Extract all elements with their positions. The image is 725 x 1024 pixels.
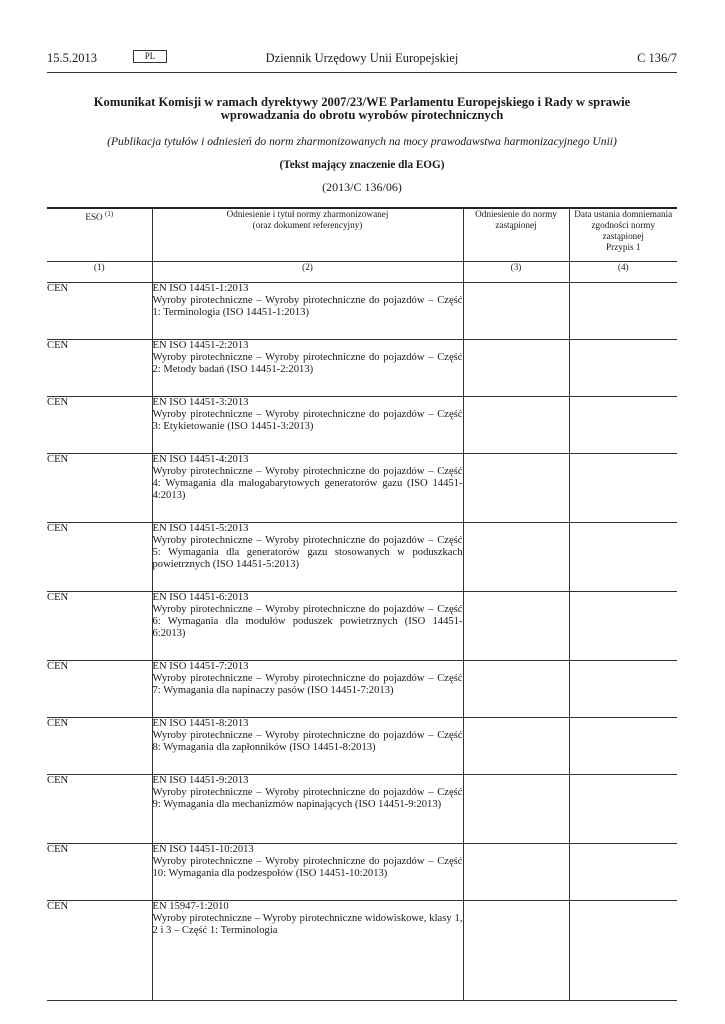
row-eso: CEN	[47, 523, 152, 592]
journal-title: Dziennik Urzędowy Unii Europejskiej	[265, 51, 459, 65]
row-cessation-date	[569, 901, 677, 1001]
row-eso: CEN	[47, 901, 152, 1001]
standard-code: EN ISO 14451-4:2013	[152, 454, 249, 465]
row-eso: CEN	[47, 775, 152, 844]
header-standard-line-2: (oraz dokument referencyjny)	[252, 220, 363, 230]
row-cessation-date	[569, 661, 677, 718]
header-eso-footnote: (1)	[104, 210, 114, 218]
column-number-4: (4)	[569, 262, 677, 283]
column-number-3: (3)	[463, 262, 569, 283]
standard-title: Wyroby pirotechniczne – Wyroby pirotechniczne do pojazdów – Część 3: Etykietowanie (ISO 14451-3:2013)	[152, 409, 463, 432]
standard-title: Wyroby pirotechniczne – Wyroby pirotechniczne do pojazdów – Część 4: Wymagania dla małogabarytowych generatorów gazu (ISO 14451-4:2013)	[152, 466, 463, 501]
header-superseded-line-2: zastąpionej	[495, 220, 537, 230]
row-eso: CEN	[47, 661, 152, 718]
standard-code: EN ISO 14451-8:2013	[152, 718, 249, 729]
column-number-1: (1)	[47, 262, 152, 283]
standard-code: EN 15947-1:2010	[152, 901, 229, 912]
row-eso: CEN	[47, 718, 152, 775]
standard-code: EN ISO 14451-9:2013	[152, 775, 249, 786]
standard-code: EN ISO 14451-2:2013	[152, 340, 249, 351]
notice-reference: (2013/C 136/06)	[322, 180, 402, 194]
header-cessation-line-1: Data ustania domniemania	[574, 209, 673, 219]
standard-code: EN ISO 14451-6:2013	[152, 592, 249, 603]
row-superseded	[463, 661, 569, 718]
table-row	[47, 718, 677, 775]
page-header	[47, 48, 677, 73]
row-cessation-date	[569, 523, 677, 592]
row-superseded	[463, 397, 569, 454]
row-superseded	[463, 592, 569, 661]
standard-code: EN ISO 14451-1:2013	[152, 283, 249, 294]
notice-title	[47, 96, 677, 122]
notice-subtitle: (Publikacja tytułów i odniesień do norm zharmonizowanych na mocy prawodawstwa harmonizacyjnego Unii)	[107, 135, 617, 148]
standard-title: Wyroby pirotechniczne – Wyroby pirotechniczne do pojazdów – Część 2: Metody badań (ISO 14451-2:2013)	[152, 352, 463, 375]
row-superseded	[463, 901, 569, 1001]
row-standard	[152, 901, 463, 1001]
standard-title: Wyroby pirotechniczne – Wyroby pirotechniczne do pojazdów – Część 9: Wymagania dla mechanizmów napinających (ISO 14451-9:2013)	[152, 787, 463, 810]
header-cessation-line-3: zastąpionej	[602, 231, 644, 241]
row-superseded	[463, 844, 569, 901]
row-cessation-date	[569, 397, 677, 454]
eea-relevance: (Tekst mający znaczenie dla EOG)	[279, 159, 445, 171]
row-cessation-date	[569, 775, 677, 844]
table-row	[47, 523, 677, 592]
column-number-row	[47, 262, 677, 283]
row-superseded	[463, 523, 569, 592]
row-standard	[152, 523, 463, 592]
row-superseded	[463, 283, 569, 340]
row-superseded	[463, 340, 569, 397]
row-cessation-date	[569, 844, 677, 901]
header-cessation-line-4: Przypis 1	[606, 242, 641, 252]
notice-title-line-1: Komunikat Komisji w ramach dyrektywy 2007/23/WE Parlamentu Europejskiego i Rady w sprawie	[93, 95, 631, 109]
standard-title: Wyroby pirotechniczne – Wyroby pirotechniczne do pojazdów – Część 8: Wymagania dla zapłonników (ISO 14451-8:2013)	[152, 730, 463, 753]
row-superseded	[463, 775, 569, 844]
row-eso: CEN	[47, 454, 152, 523]
header-eso-label: ESO	[85, 212, 103, 223]
notice-title-line-2: wprowadzania do obrotu wyrobów pirotechnicznych	[220, 108, 504, 122]
row-superseded	[463, 454, 569, 523]
row-standard	[152, 844, 463, 901]
row-standard	[152, 718, 463, 775]
row-eso: CEN	[47, 397, 152, 454]
header-cessation-date	[569, 208, 677, 262]
row-cessation-date	[569, 718, 677, 775]
row-eso: CEN	[47, 283, 152, 340]
standard-code: EN ISO 14451-7:2013	[152, 661, 249, 672]
standard-code: EN ISO 14451-10:2013	[152, 844, 254, 855]
standard-title: Wyroby pirotechniczne – Wyroby pirotechniczne do pojazdów – Część 6: Wymagania dla modułów poduszek powietrznych (ISO 14451-6:2013)	[152, 604, 463, 639]
row-standard	[152, 397, 463, 454]
column-number-2: (2)	[152, 262, 463, 283]
table-row	[47, 283, 677, 340]
row-eso: CEN	[47, 844, 152, 901]
row-standard	[152, 340, 463, 397]
row-standard	[152, 775, 463, 844]
table-row	[47, 592, 677, 661]
header-superseded-standard	[463, 208, 569, 262]
table-row	[47, 397, 677, 454]
standard-code: EN ISO 14451-5:2013	[152, 523, 249, 534]
publication-date: 15.5.2013	[47, 51, 97, 65]
page-reference: C 136/7	[637, 51, 677, 65]
standard-code: EN ISO 14451-3:2013	[152, 397, 249, 408]
row-cessation-date	[569, 592, 677, 661]
table-row	[47, 775, 677, 844]
header-eso	[47, 208, 152, 262]
table-header-row	[47, 208, 677, 262]
standard-title: Wyroby pirotechniczne – Wyroby pirotechniczne do pojazdów – Część 10: Wymagania dla podzespołów (ISO 14451-10:2013)	[152, 856, 463, 879]
row-superseded	[463, 718, 569, 775]
row-cessation-date	[569, 454, 677, 523]
header-superseded-line-1: Odniesienie do normy	[475, 209, 557, 219]
table-row	[47, 844, 677, 901]
row-standard	[152, 454, 463, 523]
row-standard	[152, 592, 463, 661]
row-eso: CEN	[47, 592, 152, 661]
table-row	[47, 901, 677, 1001]
standard-title: Wyroby pirotechniczne – Wyroby pirotechniczne do pojazdów – Część 5: Wymagania dla generatorów gazu stosowanych w poduszkach powietrznych (ISO 14451-5:2013)	[152, 535, 463, 570]
header-standard-reference	[152, 208, 463, 262]
standards-table	[47, 207, 677, 1001]
standard-title: Wyroby pirotechniczne – Wyroby pirotechniczne do pojazdów – Część 7: Wymagania dla napinaczy pasów (ISO 14451-7:2013)	[152, 673, 463, 696]
standard-title: Wyroby pirotechniczne – Wyroby pirotechniczne widowiskowe, klasy 1, 2 i 3 – Część 1: Terminologia	[152, 913, 463, 936]
row-standard	[152, 283, 463, 340]
header-cessation-line-2: zgodności normy	[591, 220, 656, 230]
standard-title: Wyroby pirotechniczne – Wyroby pirotechniczne do pojazdów – Część 1: Terminologia (ISO 14451-1:2013)	[152, 295, 463, 318]
row-eso: CEN	[47, 340, 152, 397]
row-standard	[152, 661, 463, 718]
table-row	[47, 340, 677, 397]
row-cessation-date	[569, 283, 677, 340]
notice-title-block	[47, 96, 677, 195]
language-badge: PL	[133, 50, 167, 63]
table-row	[47, 454, 677, 523]
table-row	[47, 661, 677, 718]
row-cessation-date	[569, 340, 677, 397]
header-standard-line-1: Odniesienie i tytuł normy zharmonizowanej	[226, 209, 389, 219]
